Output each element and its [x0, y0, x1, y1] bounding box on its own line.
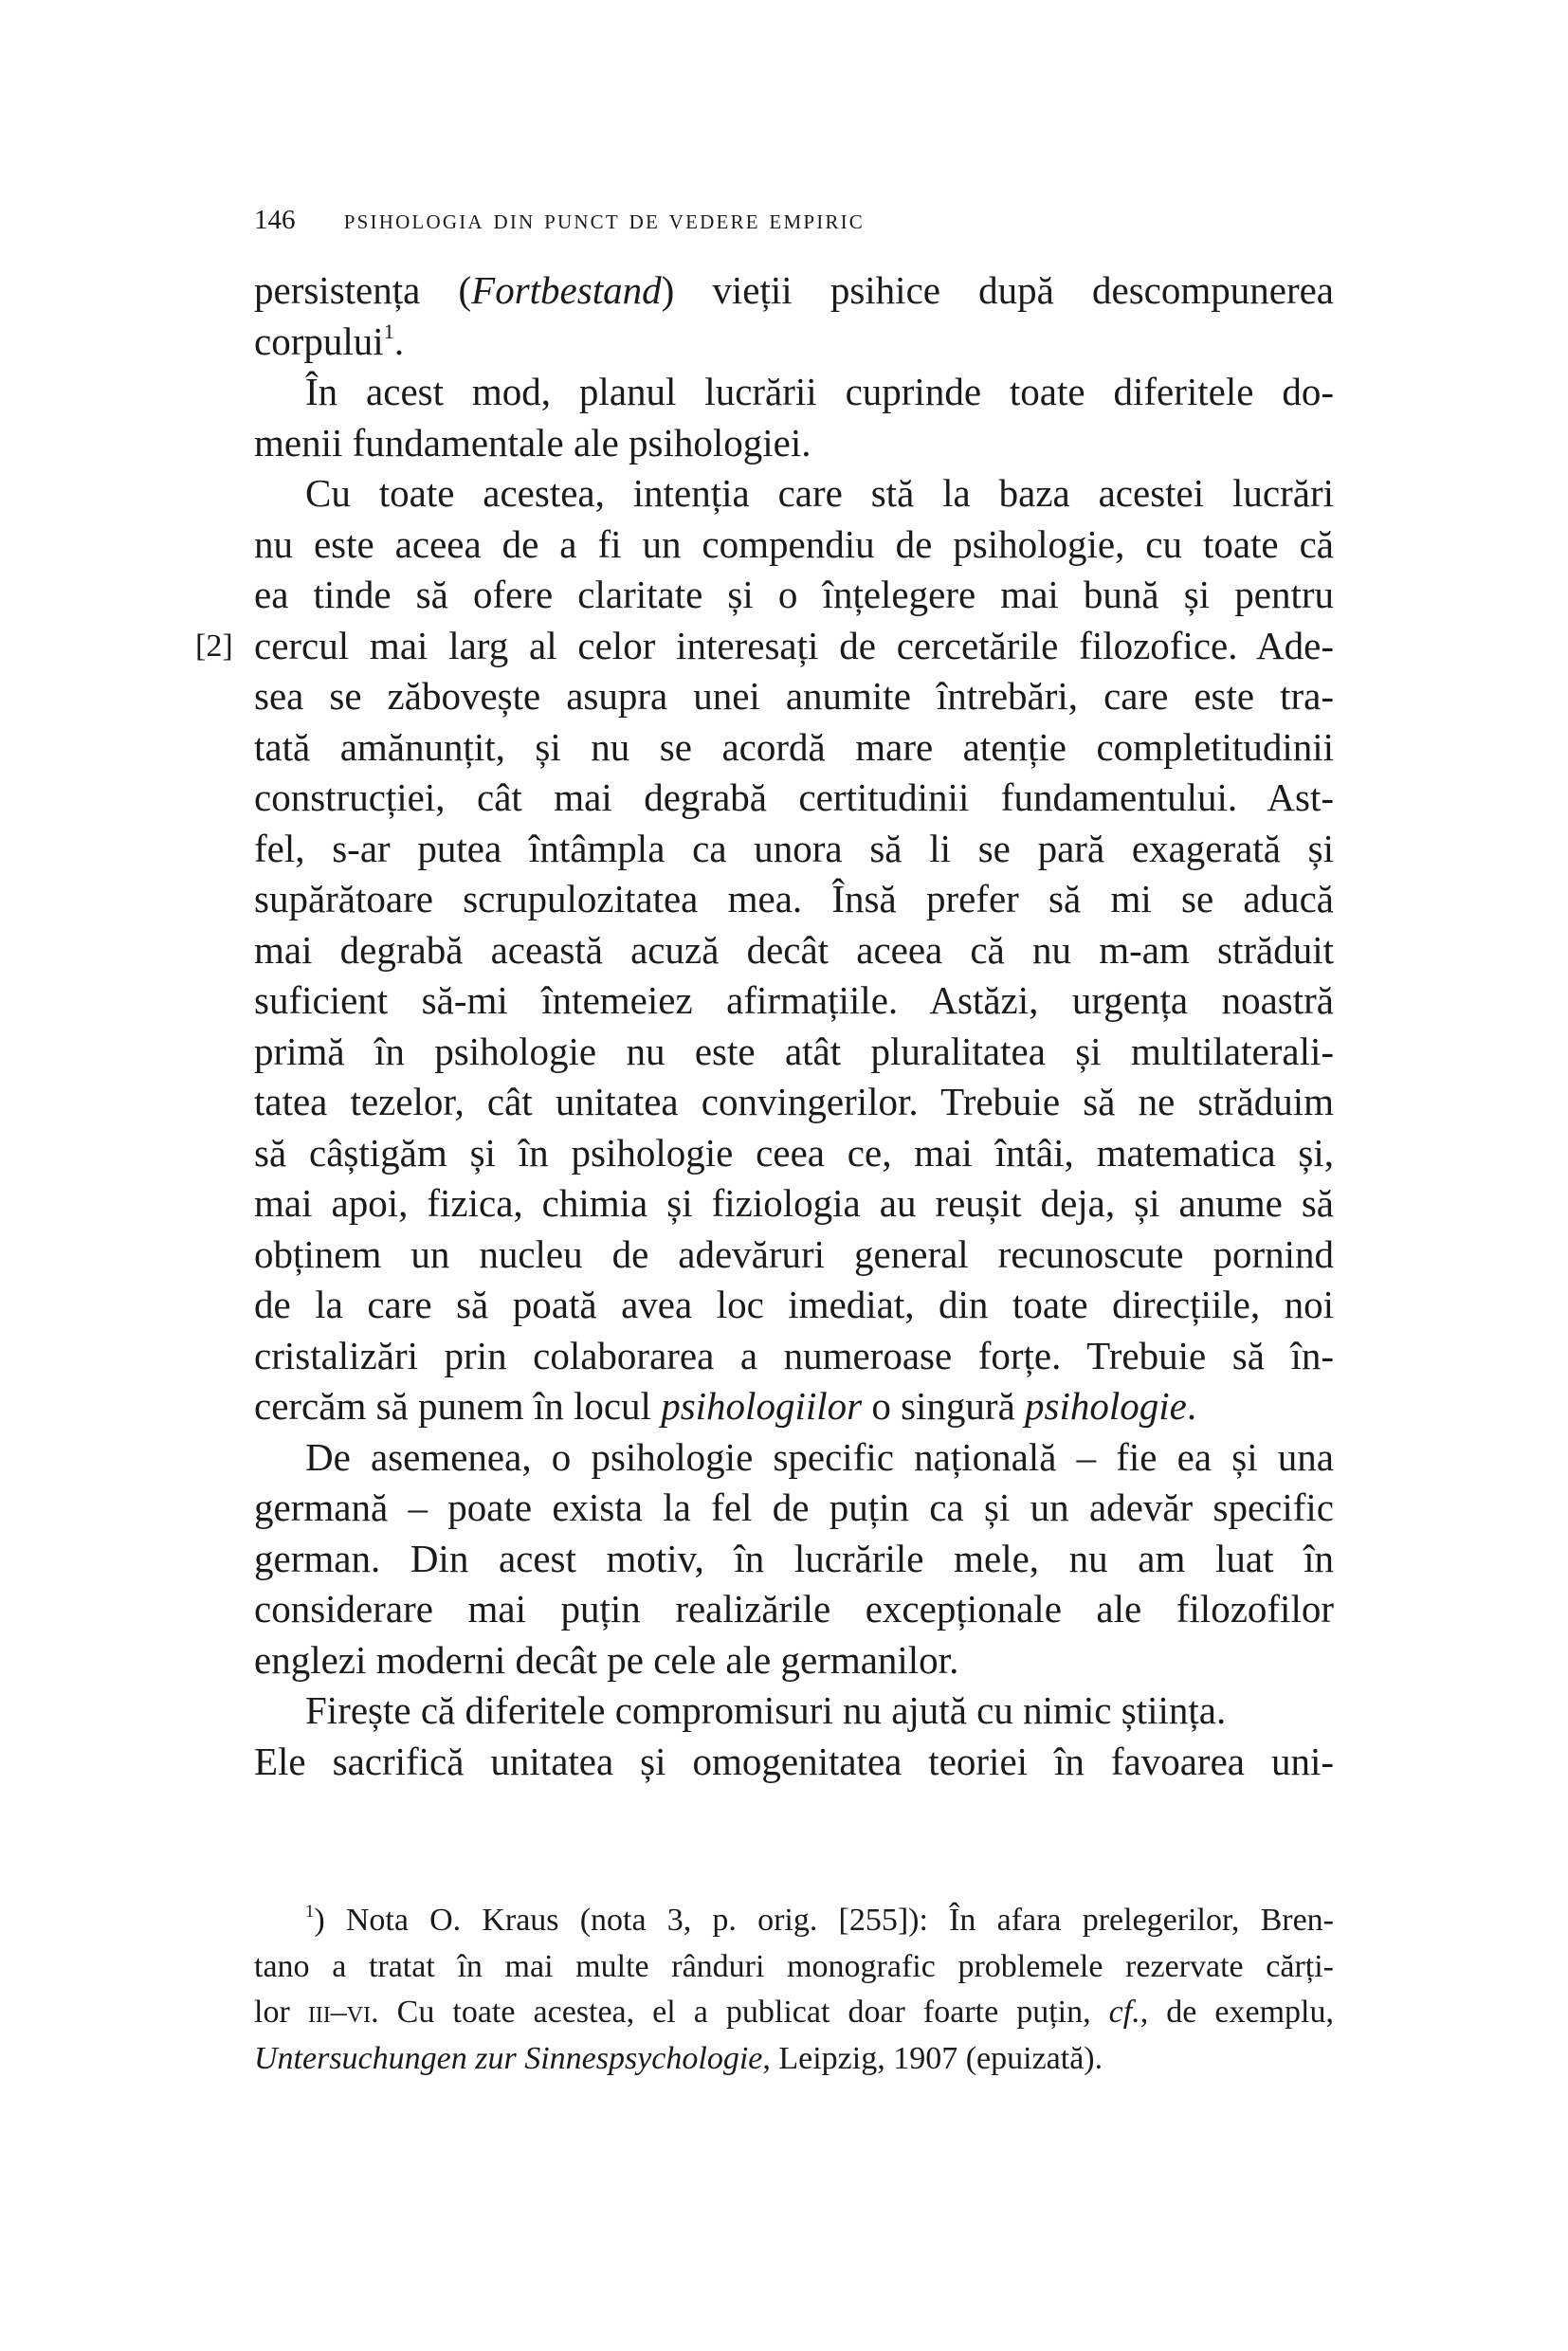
text-segment: supărătoare scrupulozitatea mea. Însă prefer să mi se aducă	[254, 877, 1334, 920]
body-line	[254, 722, 1334, 774]
body-line	[254, 1331, 1334, 1382]
text-segment: suficient să-mi întemeiez afirmațiile. Astăzi, urgența noastră	[254, 978, 1334, 1022]
body-line	[195, 621, 1334, 672]
body-line	[254, 773, 1334, 824]
body-line	[254, 468, 1334, 519]
body-line	[254, 367, 1334, 418]
footnote-line	[254, 1990, 1334, 2036]
text-segment: ) vieții psihice după descompunerea	[661, 268, 1334, 312]
text-segment: ) Nota O. Kraus (nota 3, p. orig. [255]): În afara prelegerilor, Bren-	[314, 1903, 1334, 1938]
text-segment: sea se zăbovește asupra unei anumite întrebări, care este tra-	[254, 674, 1334, 718]
text-segment: considerare mai puțin realizările excepționale ale filozofilor	[254, 1587, 1334, 1631]
text-segment: ea tinde să ofere claritate și o înțelegere mai bună și pentru	[254, 573, 1334, 616]
running-head	[254, 201, 865, 239]
body-line	[254, 570, 1334, 621]
footnotes	[254, 1898, 1334, 2082]
text-segment: să câștigăm și în psihologie ceea ce, mai întâi, matematica și,	[254, 1130, 1334, 1175]
body-line	[254, 1686, 1334, 1737]
text-segment: nu este aceea de a fi un compendiu de psihologie, cu toate că	[254, 521, 1334, 566]
footnote-line	[254, 1898, 1334, 1944]
body-line	[254, 1737, 1334, 1788]
body-line	[254, 519, 1334, 571]
footnote-line	[254, 2036, 1334, 2083]
italic-text: Fortbestand	[471, 268, 662, 312]
footnote-marker[interactable]: 1	[383, 319, 394, 343]
text-segment: o singură	[862, 1384, 1026, 1428]
text-segment: Cu toate acestea, intenția care stă la baza acestei lucrări	[305, 471, 1334, 515]
footnote-marker[interactable]: 1	[305, 1901, 315, 1922]
body-line	[254, 925, 1334, 976]
body-line	[254, 317, 1334, 368]
text-segment: lor	[254, 1995, 308, 2030]
body-line	[254, 874, 1334, 925]
body-line	[254, 1584, 1334, 1635]
text-segment: mai apoi, fizica, chimia și fiziologia au reușit deja, și anume să	[254, 1181, 1334, 1225]
body-line	[254, 1381, 1334, 1432]
text-segment: cercăm să punem în locul	[254, 1384, 662, 1428]
page-number: 146	[254, 205, 296, 235]
text-segment: .	[1186, 1384, 1197, 1428]
italic-text: Untersuchungen zur Sinnespsychologie	[254, 2040, 763, 2076]
body-line	[254, 1280, 1334, 1331]
body-text	[195, 265, 1334, 1787]
body-line	[254, 824, 1334, 875]
italic-text: psihologiilor	[661, 1384, 863, 1428]
body-line	[254, 418, 1334, 469]
text-segment: obținem un nucleu de adevăruri general recunoscute pornind	[254, 1231, 1334, 1276]
text-segment: fel, s-ar putea întâmpla ca unora să li se pară exagerată și	[254, 826, 1334, 870]
body-line	[254, 1077, 1334, 1128]
text-segment: primă în psihologie nu este atât pluralitatea și multilaterali-	[254, 1029, 1334, 1073]
body-line	[254, 1027, 1334, 1078]
body-line	[254, 1128, 1334, 1179]
body-line	[254, 265, 1334, 317]
body-line	[254, 1483, 1334, 1534]
text-segment: tatea tezelor, cât unitatea convingerilor. Trebuie să ne străduim	[254, 1080, 1334, 1123]
text-segment: englezi moderni decât pe cele ale germanilor.	[254, 1637, 959, 1682]
text-segment: germană – poate exista la fel de puțin ca și un adevăr specific	[254, 1485, 1334, 1529]
footnote-line	[254, 1944, 1334, 1991]
body-line	[254, 1635, 1334, 1686]
margin-page-reference: [2]	[195, 628, 233, 664]
text-segment: corpului	[254, 319, 384, 363]
text-segment: Ele sacrifică unitatea și omogenitatea teoriei în favoarea uni-	[254, 1739, 1334, 1783]
body-line	[254, 975, 1334, 1027]
italic-text: psihologie	[1025, 1384, 1187, 1428]
text-segment: menii fundamentale ale psihologiei.	[254, 420, 811, 465]
italic-text: cf.	[1108, 1995, 1140, 2030]
text-segment: construcției, cât mai degrabă certitudinii fundamentului. Ast-	[254, 775, 1334, 819]
text-segment: De asemenea, o psihologie specific națională – fie ea și una	[305, 1434, 1334, 1479]
text-segment: cercul mai larg al celor interesați de cercetările filozofice. Ade-	[254, 623, 1334, 667]
text-segment: , Leipzig, 1907 (epuizată).	[762, 2040, 1103, 2076]
body-line	[254, 1178, 1334, 1230]
text-segment: Firește că diferitele compromisuri nu ajută cu nimic știința.	[305, 1688, 1227, 1732]
text-segment: de la care să poată avea loc imediat, din toate direcțiile, noi	[254, 1283, 1334, 1326]
text-segment: iii–vi	[307, 1995, 372, 2030]
text-segment: .	[393, 319, 405, 363]
text-segment: persistența (	[254, 268, 472, 312]
text-segment: mai degrabă această acuză decât aceea că nu m-am străduit	[254, 927, 1334, 972]
body-line	[254, 1432, 1334, 1484]
running-title: psihologia din punct de vedere empiric	[343, 204, 866, 235]
text-segment: german. Din acest motiv, în lucrările mele, nu am luat în	[254, 1536, 1334, 1580]
text-segment: tano a tratat în mai multe rânduri monografic problemele rezervate cărți-	[254, 1948, 1334, 1984]
text-segment: În acest mod, planul lucrării cuprinde toate diferitele do-	[305, 370, 1334, 413]
text-segment: tată amănunțit, și nu se acordă mare atenție completitudinii	[254, 724, 1334, 769]
body-line	[254, 1534, 1334, 1585]
text-segment: . Cu toate acestea, el a publicat doar foarte puțin,	[371, 1995, 1109, 2030]
body-line	[254, 671, 1334, 722]
body-line	[254, 1230, 1334, 1281]
text-segment: , de exemplu,	[1140, 1995, 1334, 2030]
text-segment: cristalizări prin colaborarea a numeroase forțe. Trebuie să în-	[254, 1333, 1334, 1377]
